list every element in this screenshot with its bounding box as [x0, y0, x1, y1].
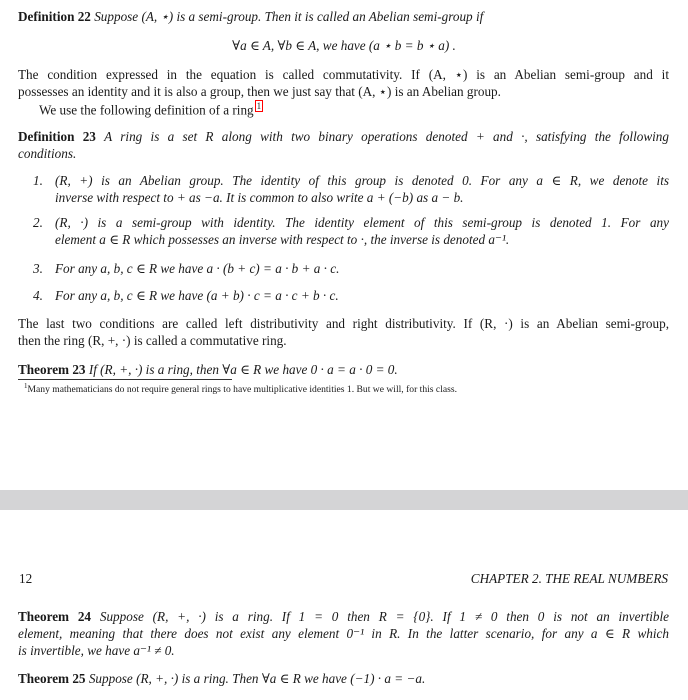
theorem-24 [18, 608, 669, 659]
definition-22-label: Definition 22 [18, 9, 91, 24]
footnote-rule [18, 379, 232, 380]
item-1-line-1: (R, +) is an Abelian group. The identity of this group is denoted 0. For any a ∈ R, we denote its [55, 173, 669, 188]
item-number: 4. [33, 288, 43, 303]
definition-23 [18, 128, 669, 162]
footnote-mark: 1 [24, 381, 28, 390]
theorem-23-text: If (R, +, ·) is a ring, then ∀a ∈ R we have 0 · a = a · 0 = 0. [88, 362, 398, 377]
theorem-24-line-1: Suppose (R, +, ·) is a ring. If 1 = 0 then R = {0}. If 1 ≠ 0 then 0 is not an invertible [99, 609, 670, 624]
running-head: CHAPTER 2. THE REAL NUMBERS [470, 571, 668, 586]
distributivity-line-2: then the ring (R, +, ·) is called a commutative ring. [18, 333, 287, 348]
commutativity-line-2: possesses an identity and it is also a group, then we just say that (A, ⋆) is an Abelian group. [18, 84, 501, 99]
definition-22-text: Suppose (A, ⋆) is a semi-group. Then it is called an Abelian semi-group if [94, 9, 484, 24]
item-1-line-2: inverse with respect to + as −a. It is common to also write a + (−b) as a − b. [55, 190, 464, 205]
footnote [24, 381, 669, 396]
ring-definition-intro: We use the following definition of a ring [39, 102, 254, 118]
item-2-line-2: element a ∈ R which possesses an inverse with respect to ·, the inverse is denoted a⁻¹. [55, 232, 510, 247]
footnote-text: Many mathematicians do not require general rings to have multiplicative identities 1. But we will, for this class. [27, 384, 457, 395]
ring-condition-4 [33, 287, 669, 304]
page-bottom [0, 510, 688, 700]
theorem-24-line-2: element, meaning that there does not exist any element 0⁻¹ in R. In the latter scenario, for any a ∈ R which [18, 626, 669, 641]
item-number: 1. [33, 173, 43, 188]
item-2-line-1: (R, ·) is a semi-group with identity. The identity element of this semi-group is denoted 1. For any [55, 215, 669, 230]
theorem-25-label: Theorem 25 [18, 671, 86, 686]
distributivity-paragraph [18, 315, 669, 349]
ring-condition-1 [33, 172, 669, 206]
theorem-25 [18, 670, 669, 687]
page-number: 12 [19, 571, 33, 586]
theorem-23-label: Theorem 23 [18, 362, 86, 377]
theorem-23 [18, 361, 669, 378]
commutativity-paragraph [18, 66, 669, 118]
page-separator [0, 490, 688, 510]
distributivity-line-1: The last two conditions are called left distributivity and right distributivity. If (R, ·) is an Abelian semi-group, [18, 316, 669, 331]
definition-22 [18, 8, 670, 25]
ring-condition-2 [33, 214, 669, 248]
item-number: 2. [33, 215, 43, 230]
ring-condition-3 [33, 260, 669, 277]
footnote-link[interactable]: 1 [256, 101, 262, 111]
definition-23-label: Definition 23 [18, 129, 96, 144]
commutativity-line-1: The condition expressed in the equation is called commutativity. If (A, ⋆) is an Abelian semi-group and it [18, 67, 669, 82]
definition-22-equation: ∀a ∈ A, ∀b ∈ A, we have (a ⋆ b = b ⋆ a) . [232, 38, 456, 53]
theorem-24-label: Theorem 24 [18, 609, 92, 624]
theorem-25-text: Suppose (R, +, ·) is a ring. Then ∀a ∈ R we have (−1) · a = −a. [88, 671, 426, 686]
theorem-24-line-3: is invertible, we have a⁻¹ ≠ 0. [18, 643, 175, 658]
item-3-line-1: For any a, b, c ∈ R we have a · (b + c) = a · b + a · c. [55, 261, 340, 276]
definition-23-line-1: A ring is a set R along with two binary operations denoted + and ·, satisfying the following [104, 129, 669, 144]
definition-23-line-2: conditions. [18, 146, 77, 161]
item-4-line-1: For any a, b, c ∈ R we have (a + b) · c = a · c + b · c. [55, 288, 339, 303]
item-number: 3. [33, 261, 43, 276]
